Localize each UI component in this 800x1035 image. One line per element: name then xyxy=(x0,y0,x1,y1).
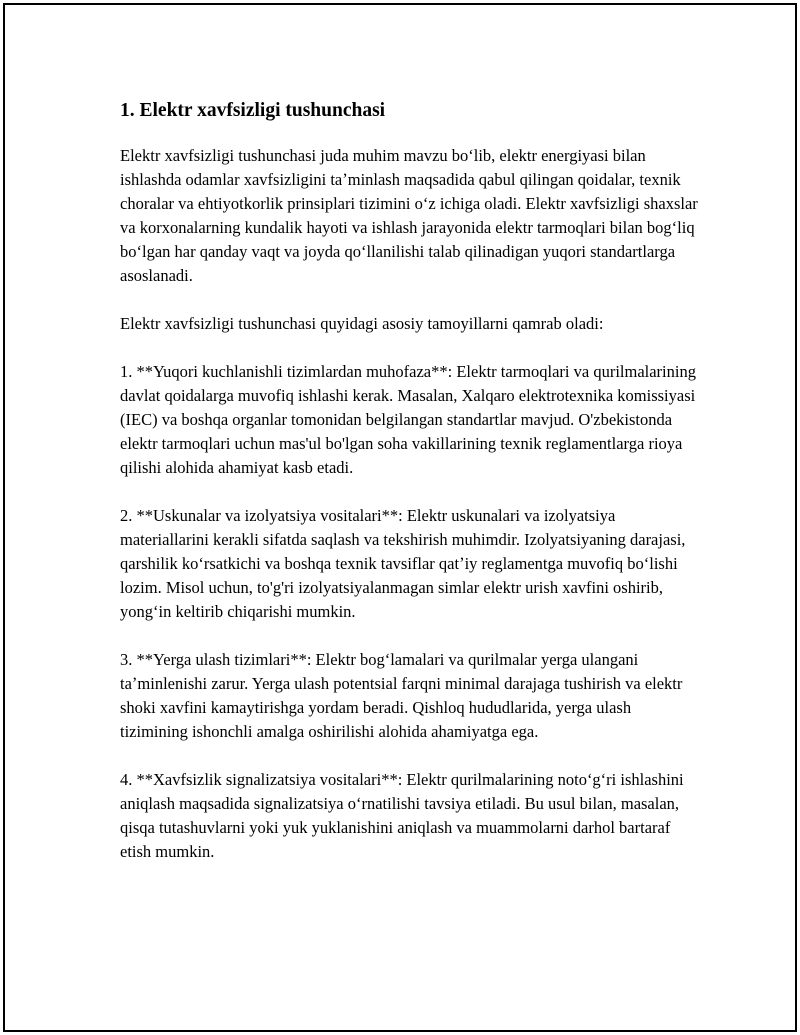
section-heading: 1. Elektr xavfsizligi tushunchasi xyxy=(120,100,386,121)
document-body xyxy=(120,98,700,888)
intro-paragraph: Elektr xavfsizligi tushunchasi juda muhim mavzu boʻlib, elektr energiyasi bilan ishlashda odamlar xavfsizligini taʼminlash maqsadida qabul qilingan qoidalar, texnik choralar va ehtiyotkorlik prinsiplari tizimini oʻz ichiga oladi. Elektr xavfsizligi shaxslar va korxonalarning kundalik hayoti va ishlash jarayonida elektr tarmoqlari bilan bogʻliq boʻlgan har qanday vaqt va joyda qoʻllanilishi talab qilinadigan yuqori standartlarga asoslanadi. xyxy=(120,146,698,285)
principles-lead-paragraph: Elektr xavfsizligi tushunchasi quyidagi asosiy tamoyillarni qamrab oladi: xyxy=(120,314,604,333)
page-frame xyxy=(3,3,797,1032)
principle-2-paragraph: 2. **Uskunalar va izolyatsiya vositalari**: Elektr uskunalari va izolyatsiya materiallarini kerakli sifatda saqlash va tekshirish muhimdir. Izolyatsiyaning darajasi, qarshilik koʻrsatkichi va boshqa texnik tavsiflar qatʼiy reglamentga muvofiq boʻlishi lozim. Misol uchun, to'g'ri izolyatsiyalanmagan simlar elektr urish xavfini oshirib, yongʻin keltirib chiqarishi mumkin. xyxy=(120,506,686,621)
principle-4-paragraph: 4. **Xavfsizlik signalizatsiya vositalari**: Elektr qurilmalarining notoʻgʻri ishlashini aniqlash maqsadida signalizatsiya oʻrnatilishi tavsiya etiladi. Bu usul bilan, masalan, qisqa tutashuvlarni yoki yuk yuklanishini aniqlash va muammolarni darhol bartaraf etish mumkin. xyxy=(120,770,684,861)
principle-1-paragraph: 1. **Yuqori kuchlanishli tizimlardan muhofaza**: Elektr tarmoqlari va qurilmalarining davlat qoidalarga muvofiq ishlashi kerak. Masalan, Xalqaro elektrotexnika komissiyasi (IEC) va boshqa organlar tomonidan belgilangan standartlar mavjud. O'zbekistonda elektr tarmoqlari uchun mas'ul bo'lgan soha vakillarining texnik reglamentlarga rioya qilishi alohida ahamiyat kasb etadi. xyxy=(120,362,696,477)
principle-3-paragraph: 3. **Yerga ulash tizimlari**: Elektr bogʻlamalari va qurilmalar yerga ulangani taʼminlenishi zarur. Yerga ulash potentsial farqni minimal darajaga tushirish va elektr shoki xavfini kamaytirishga yordam beradi. Qishloq hududlarida, yerga ulash tizimining ishonchli amalga oshirilishi alohida ahamiyatga ega. xyxy=(120,650,683,741)
